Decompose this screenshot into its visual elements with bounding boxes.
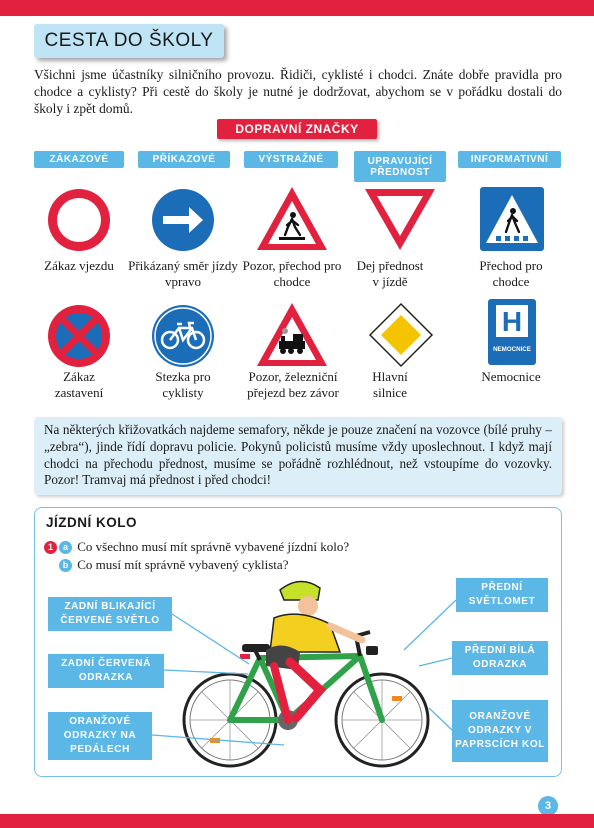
- question-a-marker: a: [59, 541, 72, 554]
- sign-label-railway-warning: Pozor, železniční přejezd bez závor: [247, 369, 339, 400]
- pedestrian-crossing-info-sign-icon: [480, 187, 544, 251]
- pedestrian-crossing-warning-sign-icon: [255, 185, 329, 253]
- sign-label-main-road: Hlavní silnice: [372, 369, 408, 400]
- top-red-bar: [0, 0, 594, 16]
- callout-rear-light: ZADNÍ BLIKAJÍCÍ ČERVENÉ SVĚTLO: [48, 597, 172, 631]
- cycle-path-sign-icon: [150, 303, 216, 369]
- callout-front-reflector: PŘEDNÍ BÍLÁ ODRAZKA: [452, 641, 548, 675]
- hospital-sign-label: NEMOCNICE: [493, 346, 531, 353]
- traffic-signs-heading: DOPRAVNÍ ZNAČKY: [217, 119, 377, 139]
- question-a-text: Co všechno musí mít správně vybavené jízdní kolo?: [77, 539, 350, 554]
- question-a: [44, 539, 349, 555]
- turn-right-mandatory-sign-icon: [150, 187, 216, 253]
- sign-label-pedestrian-crossing: Přechod pro chodce: [479, 258, 543, 289]
- sign-label-pedestrian-warning: Pozor, přechod pro chodce: [242, 258, 342, 289]
- bicycle-section-title: JÍZDNÍ KOLO: [46, 515, 138, 530]
- question-b-text: Co musí mít správně vybavený cyklista?: [77, 557, 289, 572]
- sign-label-turn-right: Přikázaný směr jízdy vpravo: [128, 258, 238, 289]
- category-priority: UPRAVUJÍCÍ PŘEDNOST: [354, 151, 446, 182]
- category-informative: INFORMATIVNÍ: [458, 151, 561, 168]
- category-prohibitory: ZÁKAZOVÉ: [34, 151, 124, 168]
- callout-front-light: PŘEDNÍ SVĚTLOMET: [456, 578, 548, 612]
- no-entry-sign-icon: [46, 187, 112, 253]
- railway-crossing-warning-sign-icon: [255, 301, 329, 369]
- category-mandatory: PŘÍKAZOVÉ: [138, 151, 230, 168]
- category-warning: VÝSTRAŽNÉ: [244, 151, 338, 168]
- callout-rear-reflector: ZADNÍ ČERVENÁ ODRAZKA: [48, 654, 164, 688]
- sign-label-yield: Dej přednost v jízdě: [356, 258, 424, 289]
- callout-pedal-reflectors: ORANŽOVÉ ODRAZKY NA PEDÁLECH: [48, 712, 152, 760]
- question-b-marker: b: [59, 559, 72, 572]
- callout-spoke-reflectors: ORANŽOVÉ ODRAZKY V PAPRSCÍCH KOL: [452, 700, 548, 762]
- info-box: Na některých křižovatkách najdeme semafory, někde je pouze značení na vozovce (bílé pruhy – „zebra“), jinde řídí dopravu policie. Pokynů policistů musíme vždy uposlechnout. I když mají chodci na přechodu přednost, musíme se pořádně rozhlédnout, než vstoupíme do vozovky. Pozor! Tramvaj má přednost i před chodci!: [34, 417, 562, 495]
- sign-label-no-entry: Zákaz vjezdu: [44, 258, 114, 273]
- question-number-badge: 1: [44, 541, 57, 554]
- sign-label-hospital: Nemocnice: [481, 369, 541, 384]
- no-stopping-sign-icon: [46, 303, 112, 369]
- page-title: CESTA DO ŠKOLY: [34, 24, 224, 58]
- sign-label-cycle-path: Stezka pro cyklisty: [155, 369, 211, 400]
- intro-paragraph: Všichni jsme účastníky silničního provozu. Řidiči, cyklisté i chodci. Znáte dobře pravidla pro chodce a cyklisty? Při cestě do školy je nutné je dodržovat, abychom se v pořádku dostali do školy i zpět domů.: [34, 67, 562, 116]
- hospital-sign-letter: H: [501, 306, 523, 337]
- hospital-sign-icon: [488, 299, 536, 365]
- yield-sign-icon: [363, 186, 437, 252]
- sign-label-no-stopping: Zákaz zastavení: [54, 369, 104, 400]
- page-number: 3: [538, 796, 558, 816]
- bottom-red-bar: [0, 814, 594, 828]
- main-road-sign-icon: [368, 302, 434, 368]
